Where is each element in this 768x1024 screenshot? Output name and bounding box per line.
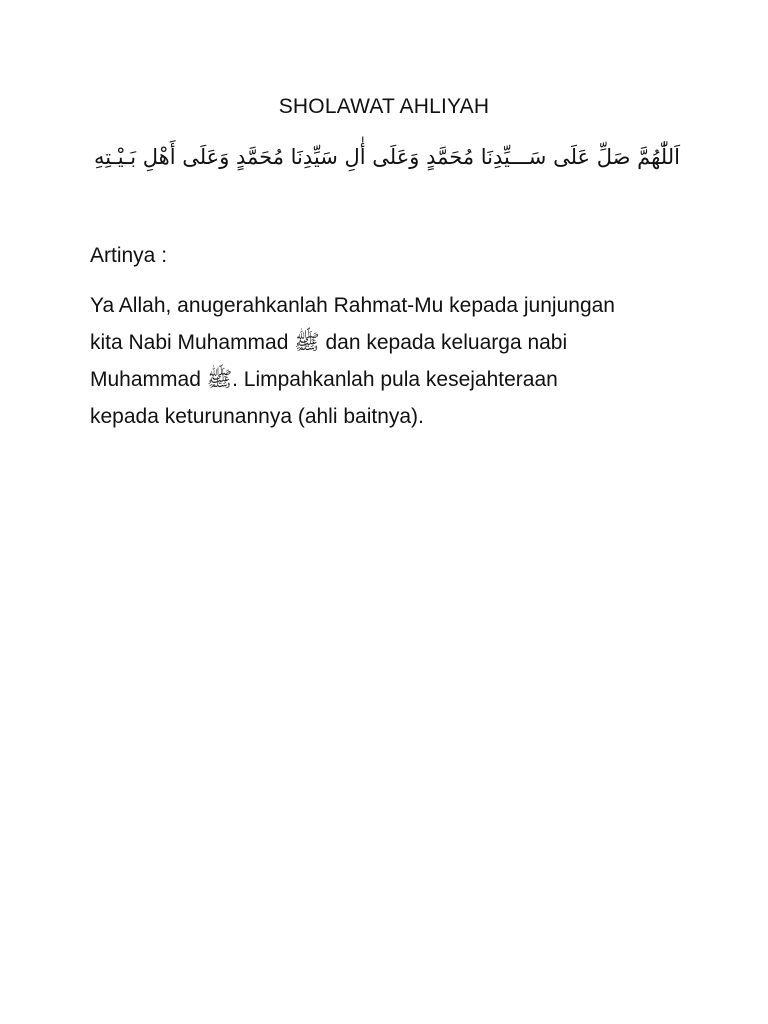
meaning-line-1: Ya Allah, anugerahkanlah Rahmat-Mu kepada junjungan (90, 294, 615, 317)
meaning-line-2: kita Nabi Muhammad ﷺ dan kepada keluarga nabi (90, 331, 568, 354)
meaning-line-4: kepada keturunannya (ahli baitnya). (90, 405, 424, 428)
arabic-prayer-text: اَللّٰهُمَّ صَلِّ عَلَى سَـــيِّدِنَا مُحَمَّدٍ وَعَلَى أٰلِ سَيِّدِنَا مُحَمَّدٍ وَعَلَى أَهْلِ بَـيْـتِهِ (93, 145, 680, 169)
meaning-paragraph (90, 287, 690, 435)
document-title: SHOLAWAT AHLIYAH (278, 95, 490, 118)
meaning-line-3: Muhammad ﷺ. Limpahkanlah pula kesejahteraan (90, 368, 558, 391)
meaning-label: Artinya : (90, 244, 168, 267)
